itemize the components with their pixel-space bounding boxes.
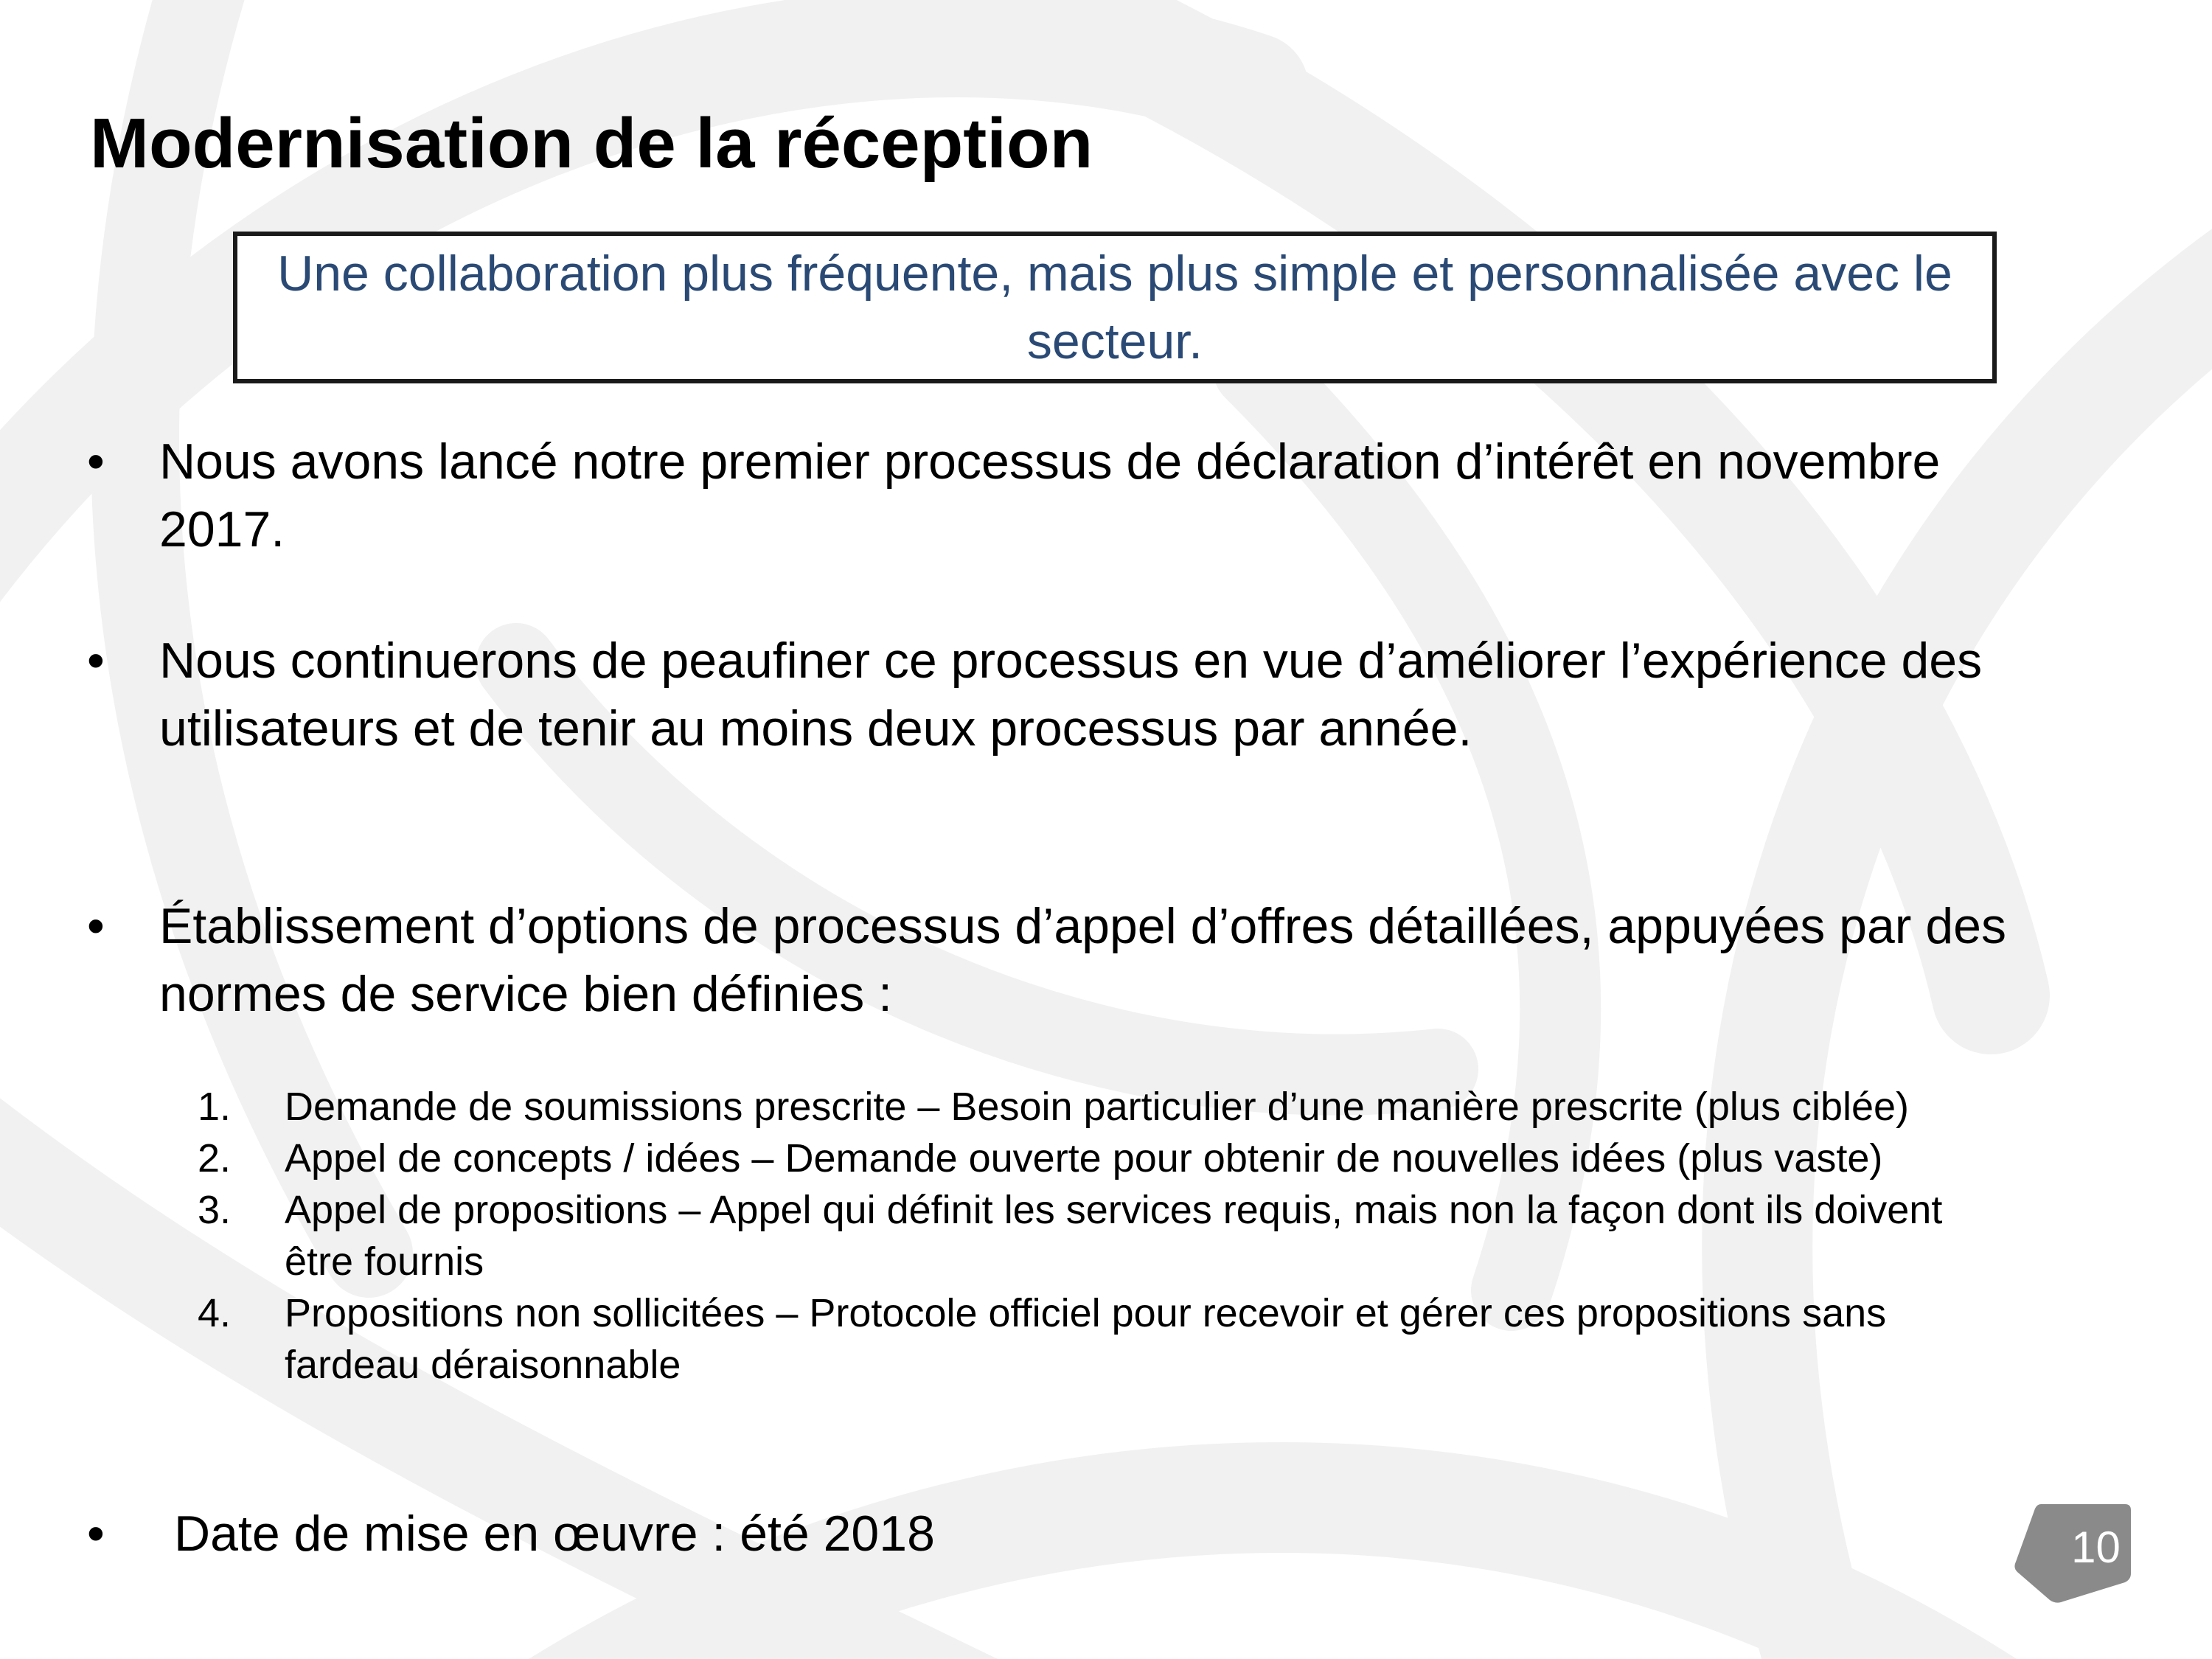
bullet-marker: • (87, 898, 105, 954)
numbered-list-item (198, 1133, 2019, 1184)
bullet-marker: • (87, 1506, 105, 1562)
list-item-text: Appel de concepts / idées – Demande ouverte pour obtenir de nouvelles idées (plus vaste) (285, 1136, 1883, 1180)
list-number: 2. (198, 1136, 232, 1180)
numbered-list-item (198, 1184, 2019, 1287)
list-item-text: Demande de soumissions prescrite – Besoin particulier d’une manière prescrite (plus ciblée) (285, 1085, 1910, 1129)
bullet-marker: • (87, 434, 105, 490)
bullet-text: Date de mise en œuvre : été 2018 (174, 1506, 935, 1562)
callout-box (233, 232, 1997, 383)
list-number: 4. (198, 1291, 232, 1335)
page-number: 10 (2071, 1523, 2121, 1572)
bullet-text: Nous continuerons de peaufiner ce processus en vue d’améliorer l’expérience des utilisateurs et de tenir au moins deux processus par année. (159, 633, 1983, 757)
list-number: 1. (198, 1085, 232, 1129)
numbered-list-item (198, 1081, 2019, 1133)
bullet-text: Établissement d’options de processus d’appel d’offres détaillées, appuyées par des normes de service bien définies : (159, 898, 2006, 1022)
numbered-list (198, 1081, 2019, 1391)
list-item-text: Appel de propositions – Appel qui définit les services requis, mais non la façon dont ils doivent être fournis (285, 1188, 1943, 1284)
list-item-text: Propositions non sollicitées – Protocole officiel pour recevoir et gérer ces propositions sans fardeau déraisonnable (285, 1291, 1887, 1387)
numbered-list-item (198, 1287, 2019, 1391)
list-number: 3. (198, 1188, 232, 1232)
callout-text: Une collaboration plus fréquente, mais plus simple et personnalisée avec le secteur. (277, 246, 1952, 369)
bullet-text: Nous avons lancé notre premier processus de déclaration d’intérêt en novembre 2017. (159, 434, 1941, 557)
slide-title: Modernisation de la réception (90, 104, 1093, 183)
bullet-marker: • (87, 633, 105, 689)
